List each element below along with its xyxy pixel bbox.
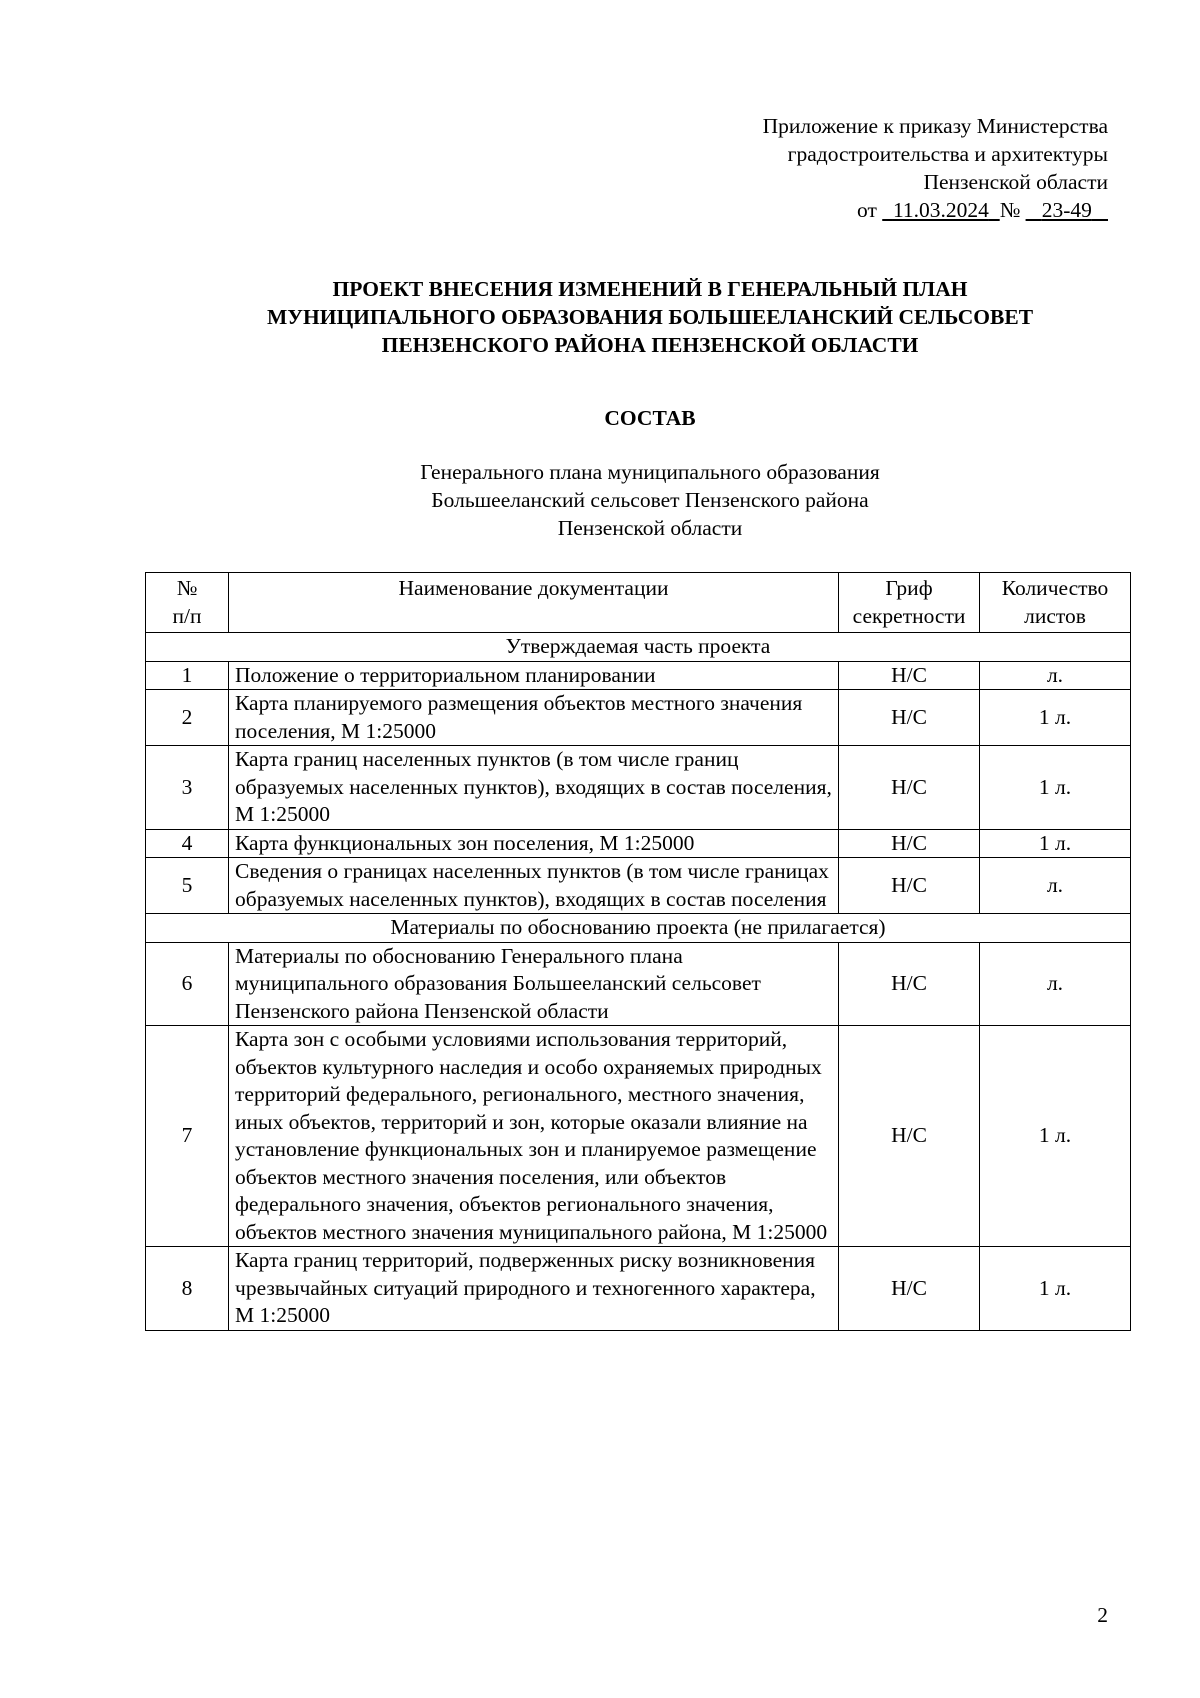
row-qty: 1 л. [980,1247,1131,1331]
row-name: Материалы по обоснованию Генерального плана муниципального образования Большееланский сельсовет Пензенского района Пензенской области [229,942,839,1026]
table-row [146,1247,1131,1331]
row-grif: Н/С [839,746,980,830]
header-line-1: Приложение к приказу Министерства [762,114,1108,138]
header-qty: Количество листов [980,573,1131,633]
header-line-3: Пензенской области [923,170,1108,194]
row-qty: 1 л. [980,690,1131,746]
subtitle-line-3: Пензенской области [557,516,743,540]
row-name: Карта границ территорий, подверженных риску возникновения чрезвычайных ситуаций природного и техногенного характера, М 1:25000 [229,1247,839,1331]
table-row [146,829,1131,858]
table-row [146,746,1131,830]
row-qty: 1 л. [980,746,1131,830]
row-num: 2 [146,690,229,746]
row-name: Карта зон с особыми условиями использования территорий, объектов культурного наследия и особо охраняемых природных территорий федерального, регионального, местного значения, иных объектов, территорий и зон, которые оказали влияние на установление функциональных зон и планируемое размещение объектов местного значения поселения, или объектов федерального значения, объектов регионального значения, объектов местного значения муниципального района, М 1:25000 [229,1026,839,1247]
order-date-line [763,196,1108,224]
section-row-justification [146,914,1131,943]
row-grif: Н/С [839,829,980,858]
composition-subtitle [0,458,1200,542]
row-num: 3 [146,746,229,830]
row-grif: Н/С [839,858,980,914]
header-line-2: градостроительства и архитектуры [787,142,1108,166]
approval-header [763,112,1108,224]
row-name: Карта границ населенных пунктов (в том числе границ образуемых населенных пунктов), входящих в состав поселения, М 1:25000 [229,746,839,830]
row-num: 5 [146,858,229,914]
row-grif: Н/С [839,661,980,690]
title-line-2: МУНИЦИПАЛЬНОГО ОБРАЗОВАНИЯ БОЛЬШЕЕЛАНСКИЙ СЕЛЬСОВЕТ [266,305,1034,329]
subtitle-line-2: Большееланский сельсовет Пензенского района [431,488,869,512]
row-qty: 1 л. [980,1026,1131,1247]
table-row [146,942,1131,1026]
date-prefix: от [856,198,877,222]
order-number: 23-49 [1041,198,1092,222]
row-num: 6 [146,942,229,1026]
row-grif: Н/С [839,1247,980,1331]
row-name: Карта функциональных зон поселения, М 1:25000 [229,829,839,858]
order-date: 11.03.2024 [892,198,989,222]
row-num: 4 [146,829,229,858]
table-row [146,1026,1131,1247]
table-row [146,858,1131,914]
page-number: 2 [1097,1603,1108,1627]
section-approved: Утверждаемая часть проекта [146,633,1131,662]
documentation-table [145,572,1131,1331]
table-row [146,690,1131,746]
header-name: Наименование документации [229,573,839,633]
row-grif: Н/С [839,1026,980,1247]
row-qty: 1 л. [980,829,1131,858]
row-num: 1 [146,661,229,690]
subtitle-line-1: Генерального плана муниципального образования [420,460,880,484]
section-row-approved [146,633,1131,662]
row-grif: Н/С [839,942,980,1026]
row-qty: л. [980,942,1131,1026]
table-row [146,661,1131,690]
row-name: Сведения о границах населенных пунктов (в том числе границах образуемых населенных пунктов), входящих в состав поселения [229,858,839,914]
document-title [0,275,1200,359]
title-line-3: ПЕНЗЕНСКОГО РАЙОНА ПЕНЗЕНСКОЙ ОБЛАСТИ [381,333,919,357]
section-justification: Материалы по обоснованию проекта (не прилагается) [146,914,1131,943]
row-num: 7 [146,1026,229,1247]
row-num: 8 [146,1247,229,1331]
row-qty: л. [980,661,1131,690]
number-prefix: № [999,198,1021,222]
header-num: № п/п [146,573,229,633]
header-grif: Гриф секретности [839,573,980,633]
row-grif: Н/С [839,690,980,746]
row-name: Карта планируемого размещения объектов местного значения поселения, М 1:25000 [229,690,839,746]
title-line-1: ПРОЕКТ ВНЕСЕНИЯ ИЗМЕНЕНИЙ В ГЕНЕРАЛЬНЫЙ ПЛАН [332,277,968,301]
row-name: Положение о территориальном планировании [229,661,839,690]
table-header-row [146,573,1131,633]
composition-heading: СОСТАВ [604,406,696,430]
row-qty: л. [980,858,1131,914]
